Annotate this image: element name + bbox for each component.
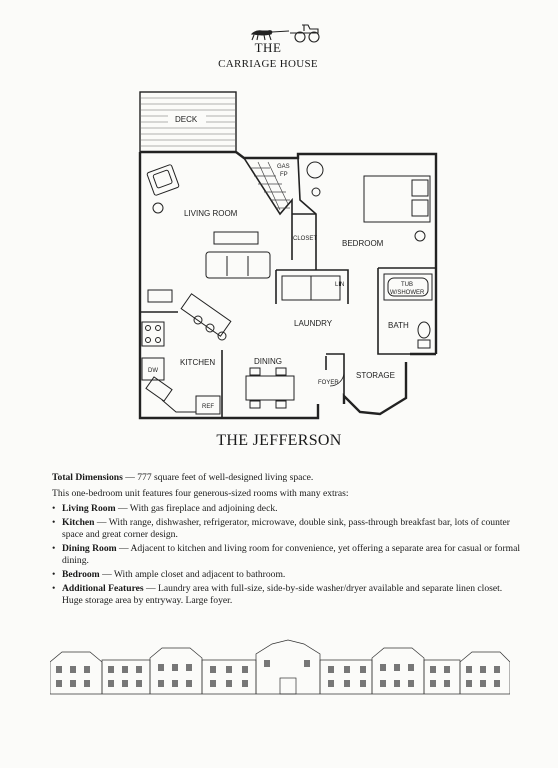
bullet: • (52, 503, 56, 514)
breakfast-bar (181, 294, 231, 340)
range (142, 322, 164, 346)
room-label-closet: CLOSET (293, 236, 318, 242)
sink (146, 377, 172, 401)
label-dw: DW (148, 368, 158, 374)
bullet: • (52, 583, 56, 594)
list-item (52, 569, 522, 581)
side-table (153, 203, 163, 213)
washer-dryer (282, 276, 340, 300)
room-label-foyer: FOYER (318, 380, 339, 386)
bullet: • (52, 543, 56, 554)
room-label-bedroom: BEDROOM (342, 239, 384, 248)
tv-stand (148, 290, 172, 302)
bullet: • (52, 517, 56, 528)
list-item (52, 543, 522, 567)
brand-line-2: CARRIAGE HOUSE (218, 58, 318, 70)
room-label-kitchen: KITCHEN (180, 358, 216, 367)
toilet (418, 322, 430, 348)
room-label-deck: DECK (175, 115, 198, 124)
list-item (52, 583, 522, 607)
item-label: Kitchen (62, 517, 95, 528)
building-elevation-illustration (50, 638, 510, 698)
deck (140, 92, 236, 152)
item-text: — Adjacent to kitchen and living room for convenience, yet offering a separate area for casual or formal dining. (62, 543, 521, 566)
label-ref: REF (202, 404, 214, 410)
total-dimensions (52, 472, 522, 484)
intro-text: This one-bedroom unit features four generous-sized rooms with many extras: (52, 488, 349, 499)
room-label-living: LIVING ROOM (184, 209, 238, 218)
room-label-storage: STORAGE (356, 371, 395, 380)
item-text: — With ample closet and adjacent to bathroom. (99, 569, 286, 580)
bed (364, 176, 430, 222)
label-gas: GAS (277, 164, 290, 170)
brand-line-1: THE (254, 40, 282, 55)
list-item (52, 517, 522, 541)
features-list (52, 503, 522, 607)
sofa (206, 252, 270, 278)
armchair (307, 162, 323, 196)
label-fp: FP (280, 172, 288, 178)
item-label: Living Room (62, 503, 116, 514)
item-label: Bedroom (62, 569, 100, 580)
description (52, 472, 522, 609)
label-tub-shower: W/SHOWER (390, 290, 425, 296)
bullet: • (52, 569, 56, 580)
total-label: Total Dimensions (52, 472, 123, 483)
item-label: Additional Features (62, 583, 144, 594)
lounge-chair (147, 164, 180, 195)
label-linen: LIN (335, 282, 345, 288)
item-text: — With gas fireplace and adjoining deck. (115, 503, 278, 514)
item-text: — With range, dishwasher, refrigerator, microwave, double sink, pass-through breakfast bar, lots of counter space and great corner design. (62, 517, 511, 540)
list-item (52, 503, 522, 515)
item-text: — Laundry area with full-size, side-by-side washer/dryer available and separate linen closet. Huge storage area by entryway. Large foyer. (62, 583, 503, 606)
item-label: Dining Room (62, 543, 117, 554)
room-label-bath: BATH (388, 321, 409, 330)
room-label-dining: DINING (254, 357, 282, 366)
dining-table (246, 368, 294, 408)
total-text: — 777 square feet of well-designed living space. (122, 472, 314, 483)
nightstand (415, 231, 425, 241)
unit-title: THE JEFFERSON (216, 432, 342, 449)
coffee-table (214, 232, 258, 244)
room-label-laundry: LAUNDRY (294, 319, 333, 328)
label-tub: TUB (401, 282, 413, 288)
